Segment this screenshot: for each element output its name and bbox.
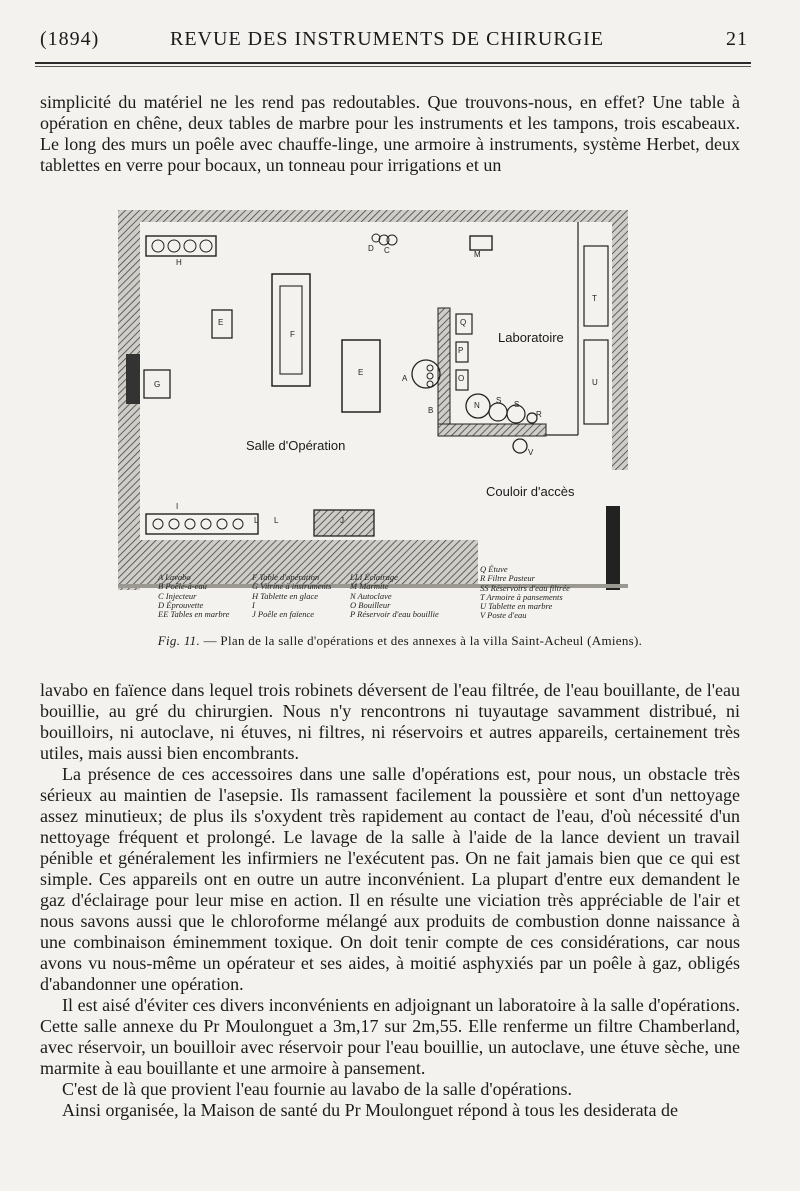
top-paragraph [40, 92, 740, 176]
page-header [40, 28, 748, 54]
label-s2: S [514, 400, 520, 409]
header-rule [35, 62, 751, 64]
header-title: REVUE DES INSTRUMENTS DE CHIRURGIE [170, 28, 604, 50]
h-tablette [146, 236, 216, 256]
lab-wall-bottom [438, 424, 546, 436]
armoire-t [584, 246, 608, 326]
header-year: (1894) [40, 28, 100, 50]
room-laboratory: Laboratoire [498, 330, 564, 345]
page-number: 21 [726, 28, 748, 50]
label-a: A [402, 374, 408, 383]
legend-column-2 [252, 573, 331, 619]
paragraph: C'est de là que provient l'eau fournie au lavabo de la salle d'opérations. [62, 1079, 573, 1099]
legend-item: J Poêle en faïence [252, 609, 315, 620]
legend-item: A Lavabo [158, 572, 191, 582]
label-v: V [528, 448, 534, 457]
legend-item: LLI Éclairage [350, 572, 398, 582]
poele-faience [314, 510, 374, 536]
label-h: H [176, 258, 182, 267]
label-e1: E [218, 318, 224, 327]
legend-item: F Table d'opération [252, 572, 320, 582]
corridor-wall-right [606, 506, 620, 590]
label-g: G [154, 380, 161, 389]
legend-item: N Autoclave [350, 590, 392, 601]
legend-item: EE Tables en marbre [158, 609, 230, 620]
label-b: B [428, 406, 434, 415]
paragraph: La présence de ces accessoires dans une salle d'opérations est, pour nous, un obstacle très sérieux au maintien de l'asepsie. Ils ramassent facilement la poussière et sont d'un nettoyage assez minutieux; de plus ils s'oxydent très rapidement au contact de l'eau, d'où nécessité d'un nettoyage fréquent et prolongé. Le lavage de la salle à l'aide de la lance devient un travail pénible et généralement les infirmiers ne l'exécutent pas. On ne fait jamais bien que ce qui est simple. Ces appareils ont en outre un autre inconvénient. La plupart d'entre eux demandent le gaz d'éclairage pour leur mise en action. Il en résulte une viciation très appréciable de l'air et nous savons aussi que le chloroforme mélangé aux produits de combustion donne naissance à une combinaison éminemment toxique. On doit tenir compte de ces considérations, car nous avons vu nous-même un opérateur et ses aides, à moitié asphyxiés par un poêle à gaz, obligés d'abandonner une opération. [40, 764, 740, 994]
header-rule-thin [35, 66, 751, 67]
label-i: I [176, 502, 179, 511]
legend-item: M Marmite [350, 581, 389, 592]
paragraph: lavabo en faïence dans lequel trois robinets déversent de l'eau filtrée, de l'eau bouillante, de l'eau bouillie, au gré du chirurgien. Nous n'y rencontrons ni tuyautage savamment distribué, ni bouilloirs, ni autoclave, ni étuves, ni filtres, ni réservoirs et autres appareils, certainement très utiles, mais aussi bien encombrants. [40, 680, 740, 763]
legend-column-3 [350, 573, 439, 619]
label-l1: L [254, 516, 259, 525]
label-c: C [384, 246, 390, 255]
label-q: Q [460, 318, 467, 327]
legend-column-1 [158, 573, 229, 619]
legend-item: SS Réservoirs d'eau filtrée [480, 582, 570, 593]
label-s1: S [496, 396, 502, 405]
legend-item: C Injecteur [158, 590, 197, 601]
legend-item: G Vitrine à instruments [252, 581, 332, 592]
label-o: O [458, 374, 465, 383]
caption-text: — Plan de la salle d'opérations et des annexes à la villa Saint-Acheul (Amiens). [200, 633, 643, 648]
label-n: N [474, 401, 480, 410]
legend-item: V Poste d'eau [480, 610, 527, 621]
legend-item: T Armoire à pansements [480, 591, 563, 602]
paragraph: Il est aisé d'éviter ces divers inconvénients en adjoignant un laboratoire à la salle d'opérations. Cette salle annexe du Pr Moulonguet a 3m,17 sur 2m,55. Elle renferme un filtre Chamberland, avec réservoir, un bouilloir avec réservoir pour l'eau bouillie, un autoclave, une étuve sèche, une marmite à eau bouillante et une armoire à pansement. [40, 995, 740, 1078]
label-m: M [474, 250, 481, 259]
label-e2: E [358, 368, 364, 377]
paragraph: simplicité du matériel ne les rend pas redoutables. Que trouvons-nous, en effet? Une table à opération en chêne, deux tables de marbre pour les instruments et les tampons, trois escabeaux. Le long des murs un poêle avec chauffe-linge, une armoire à instruments, système Herbet, deux tablettes en verre pour bocaux, un tonneau pour irrigations et un [40, 92, 740, 175]
label-d: D [368, 244, 374, 253]
legend-item: O Bouilleur [350, 599, 391, 610]
label-p: P [458, 346, 464, 355]
caption-figure-number: Fig. 11. [157, 633, 201, 648]
label-u: U [592, 378, 598, 387]
label-t: T [592, 294, 597, 303]
legend-item: D Éprouvette [158, 599, 204, 610]
legend-item: U Tablette en marbre [480, 601, 553, 612]
legend-item: H Tablette en glace [252, 590, 319, 601]
legend-item: R Filtre Pasteur [480, 573, 535, 584]
label-j: J [340, 516, 344, 525]
label-f: F [290, 330, 295, 339]
legend-item: Q Étuve [480, 564, 508, 574]
floor-plan-figure [118, 210, 638, 620]
lavabo [412, 360, 440, 388]
paragraph: Ainsi organisée, la Maison de santé du Pr Moulonguet répond à tous les desiderata de [62, 1100, 679, 1120]
legend-item: P Réservoir d'eau bouillie [350, 609, 439, 620]
floor-plan-drawing [118, 210, 638, 620]
room-operating: Salle d'Opération [246, 438, 346, 453]
label-l2: L [274, 516, 279, 525]
wall-left-dark [126, 354, 140, 404]
room-corridor: Couloir d'accès [486, 484, 575, 499]
wall-top [118, 210, 628, 222]
legend-column-4 [480, 565, 570, 621]
wall-right [612, 210, 628, 470]
marmite [470, 236, 492, 250]
figure-caption [40, 633, 760, 649]
label-r: R [536, 410, 542, 419]
legend-item: I [252, 599, 255, 610]
legend-item: B Poêle-à-eau [158, 581, 207, 592]
body-text [40, 680, 740, 1121]
